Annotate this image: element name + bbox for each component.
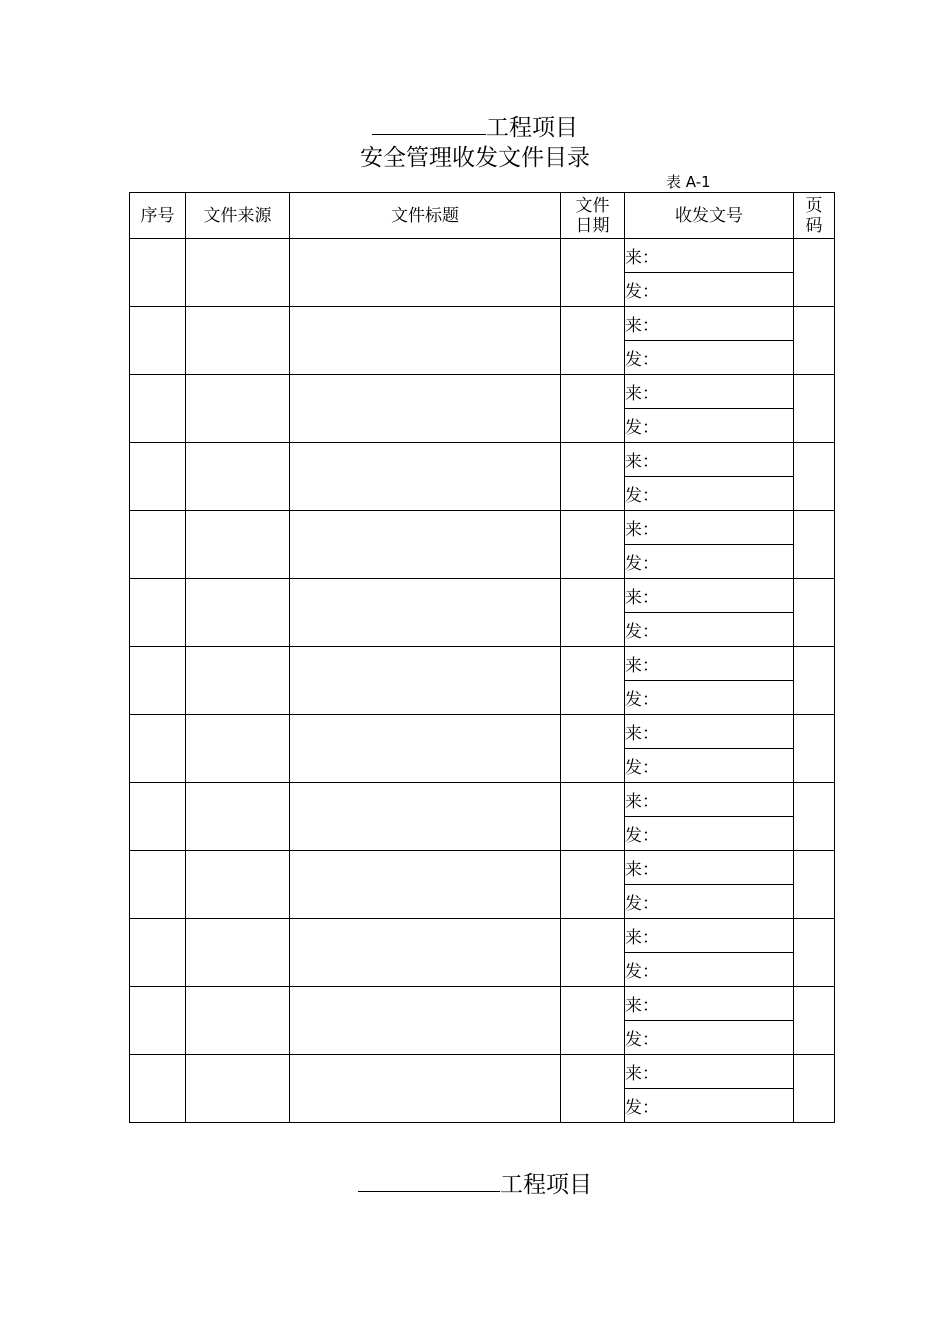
cell-serial-no	[130, 375, 186, 443]
cell-file-title	[290, 443, 561, 511]
cell-outgoing-doc-no: 发：	[625, 953, 794, 987]
cell-file-source	[186, 239, 290, 307]
cell-file-title	[290, 307, 561, 375]
cell-page-no	[794, 1055, 835, 1123]
cell-outgoing-doc-no: 发：	[625, 477, 794, 511]
cell-serial-no	[130, 1055, 186, 1123]
footer-project-line	[0, 1171, 950, 1199]
cell-outgoing-doc-no: 发：	[625, 817, 794, 851]
table-row	[130, 987, 835, 1021]
cell-incoming-doc-no: 来：	[625, 443, 794, 477]
cell-page-no	[794, 647, 835, 715]
cell-incoming-doc-no: 来：	[625, 647, 794, 681]
cell-serial-no	[130, 239, 186, 307]
cell-serial-no	[130, 851, 186, 919]
table-header-row	[130, 193, 835, 239]
cell-incoming-doc-no: 来：	[625, 1055, 794, 1089]
cell-incoming-doc-no: 来：	[625, 239, 794, 273]
project-name-blank	[372, 114, 486, 135]
table-row	[130, 783, 835, 817]
cell-file-title	[290, 579, 561, 647]
cell-outgoing-doc-no: 发：	[625, 749, 794, 783]
table-row	[130, 919, 835, 953]
table-row	[130, 579, 835, 613]
cell-file-source	[186, 715, 290, 783]
cell-serial-no	[130, 511, 186, 579]
cell-incoming-doc-no: 来：	[625, 579, 794, 613]
cell-page-no	[794, 715, 835, 783]
table-row	[130, 1055, 835, 1089]
cell-file-source	[186, 647, 290, 715]
cell-file-source	[186, 987, 290, 1055]
cell-outgoing-doc-no: 发：	[625, 681, 794, 715]
table-row	[130, 511, 835, 545]
cell-incoming-doc-no: 来：	[625, 307, 794, 341]
cell-serial-no	[130, 987, 186, 1055]
cell-incoming-doc-no: 来：	[625, 511, 794, 545]
table-row	[130, 715, 835, 749]
table-row	[130, 443, 835, 477]
cell-page-no	[794, 783, 835, 851]
footer-project-suffix: 工程项目	[500, 1172, 592, 1198]
document-title: 安全管理收发文件目录	[360, 145, 590, 171]
cell-incoming-doc-no: 来：	[625, 919, 794, 953]
table-row	[130, 375, 835, 409]
cell-file-source	[186, 919, 290, 987]
cell-file-date	[561, 647, 625, 715]
cell-file-date	[561, 579, 625, 647]
cell-file-title	[290, 647, 561, 715]
cell-outgoing-doc-no: 发：	[625, 545, 794, 579]
header-serial-no: 序号	[130, 193, 186, 239]
cell-file-source	[186, 851, 290, 919]
header-doc-number: 收发文号	[625, 193, 794, 239]
cell-outgoing-doc-no: 发：	[625, 341, 794, 375]
cell-outgoing-doc-no: 发：	[625, 613, 794, 647]
cell-file-date	[561, 783, 625, 851]
cell-file-title	[290, 851, 561, 919]
table-code: 表 A-1	[666, 173, 711, 191]
cell-page-no	[794, 307, 835, 375]
cell-file-source	[186, 1055, 290, 1123]
cell-file-source	[186, 375, 290, 443]
footer-project-blank	[358, 1171, 500, 1192]
table-row	[130, 647, 835, 681]
cell-incoming-doc-no: 来：	[625, 375, 794, 409]
cell-incoming-doc-no: 来：	[625, 715, 794, 749]
cell-serial-no	[130, 579, 186, 647]
table-row	[130, 851, 835, 885]
cell-outgoing-doc-no: 发：	[625, 409, 794, 443]
cell-serial-no	[130, 443, 186, 511]
header-file-source: 文件来源	[186, 193, 290, 239]
cell-file-date	[561, 375, 625, 443]
cell-page-no	[794, 579, 835, 647]
cell-file-date	[561, 987, 625, 1055]
cell-page-no	[794, 375, 835, 443]
project-title-suffix: 工程项目	[486, 115, 578, 141]
cell-file-date	[561, 239, 625, 307]
cell-incoming-doc-no: 来：	[625, 783, 794, 817]
cell-file-source	[186, 783, 290, 851]
cell-file-title	[290, 919, 561, 987]
cell-outgoing-doc-no: 发：	[625, 885, 794, 919]
header-file-title: 文件标题	[290, 193, 561, 239]
cell-serial-no	[130, 783, 186, 851]
cell-file-date	[561, 1055, 625, 1123]
table-body	[130, 239, 835, 1123]
cell-page-no	[794, 987, 835, 1055]
cell-page-no	[794, 239, 835, 307]
cell-outgoing-doc-no: 发：	[625, 1021, 794, 1055]
cell-file-source	[186, 511, 290, 579]
table-row	[130, 239, 835, 273]
table-row	[130, 307, 835, 341]
header-page-no	[794, 193, 835, 239]
cell-file-title	[290, 715, 561, 783]
cell-file-title	[290, 783, 561, 851]
cell-file-title	[290, 1055, 561, 1123]
header-file-date-line2: 日期	[575, 215, 610, 236]
cell-outgoing-doc-no: 发：	[625, 273, 794, 307]
cell-file-title	[290, 239, 561, 307]
header-page-line2: 码	[805, 215, 823, 236]
cell-outgoing-doc-no: 发：	[625, 1089, 794, 1123]
document-catalog-table	[129, 192, 835, 1123]
cell-incoming-doc-no: 来：	[625, 987, 794, 1021]
cell-page-no	[794, 443, 835, 511]
cell-serial-no	[130, 919, 186, 987]
cell-file-date	[561, 307, 625, 375]
cell-incoming-doc-no: 来：	[625, 851, 794, 885]
cell-file-title	[290, 375, 561, 443]
cell-file-title	[290, 511, 561, 579]
header-page-line1: 页	[805, 195, 823, 216]
cell-page-no	[794, 511, 835, 579]
cell-file-date	[561, 851, 625, 919]
cell-page-no	[794, 919, 835, 987]
cell-serial-no	[130, 307, 186, 375]
cell-serial-no	[130, 715, 186, 783]
cell-file-title	[290, 987, 561, 1055]
cell-file-source	[186, 443, 290, 511]
header-file-date-line1: 文件	[575, 195, 610, 216]
cell-file-date	[561, 919, 625, 987]
cell-page-no	[794, 851, 835, 919]
cell-file-date	[561, 715, 625, 783]
cell-file-date	[561, 511, 625, 579]
project-title-line	[0, 114, 950, 142]
cell-file-source	[186, 307, 290, 375]
header-file-date	[561, 193, 625, 239]
cell-serial-no	[130, 647, 186, 715]
cell-file-source	[186, 579, 290, 647]
cell-file-date	[561, 443, 625, 511]
